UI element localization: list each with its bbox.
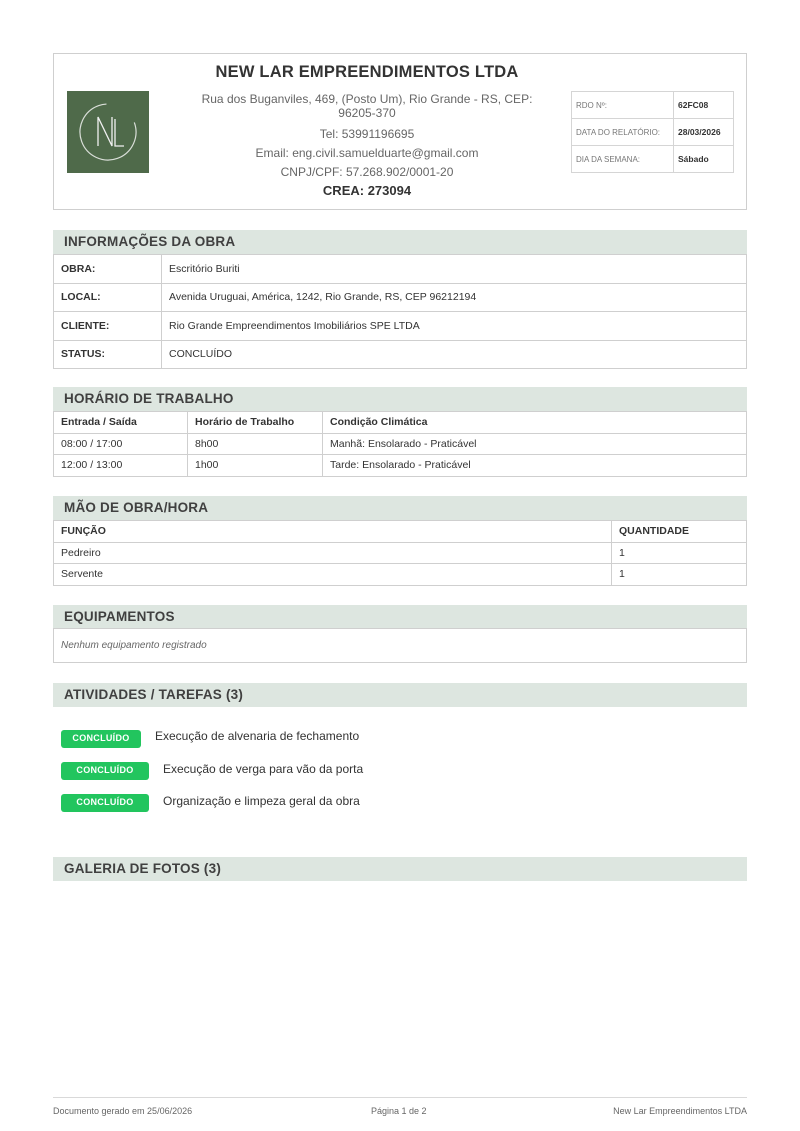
company-email: Email: eng.civil.samuelduarte@gmail.com (255, 146, 479, 160)
company-name: NEW LAR EMPREENDIMENTOS LTDA (215, 63, 519, 81)
cliente-label: CLIENTE: (54, 312, 162, 341)
cell-entrada: 12:00 / 13:00 (54, 455, 188, 477)
status-badge: CONCLUÍDO (61, 794, 149, 812)
section-title-equipamentos: EQUIPAMENTOS (53, 605, 747, 629)
mao-de-obra-table (53, 520, 747, 586)
table-row (54, 340, 747, 369)
activity-text: Execução de alvenaria de fechamento (155, 729, 360, 743)
footer-company: New Lar Empreendimentos LTDA (613, 1106, 747, 1116)
obra-label: OBRA: (54, 255, 162, 284)
local-value: Avenida Uruguai, América, 1242, Rio Grande, RS, CEP 96212194 (162, 283, 747, 312)
report-date-label: DATA DO RELATÓRIO: (572, 119, 674, 146)
cell-quantidade: 1 (612, 542, 747, 564)
table-row (54, 455, 747, 477)
footer-page-number: Página 1 de 2 (371, 1106, 427, 1116)
rdo-label: RDO Nº: (572, 92, 674, 119)
table-row (54, 255, 747, 284)
horario-table (53, 411, 747, 477)
company-phone: Tel: 53991196695 (319, 127, 415, 141)
cell-entrada: 08:00 / 17:00 (54, 433, 188, 455)
activity-text: Organização e limpeza geral da obra (163, 794, 360, 808)
company-logo (67, 91, 149, 173)
report-header (53, 53, 747, 210)
section-title-mao-de-obra: MÃO DE OBRA/HORA (53, 496, 747, 520)
activity-text: Execução de verga para vão da porta (163, 762, 364, 776)
equipamentos-empty-text: Nenhum equipamento registrado (53, 628, 747, 663)
weekday-label: DIA DA SEMANA: (572, 146, 674, 173)
footer-generated-date: Documento gerado em 25/06/2026 (53, 1106, 193, 1116)
cliente-value: Rio Grande Empreendimentos Imobiliários SPE LTDA (162, 312, 747, 341)
company-cnpj: CNPJ/CPF: 57.268.902/0001-20 (280, 165, 454, 179)
cell-horario: 1h00 (188, 455, 323, 477)
col-header-quantidade: QUANTIDADE (612, 521, 747, 543)
company-address: Rua dos Buganviles, 469, (Posto Um), Rio Grande - RS, CEP: 96205-370 (201, 92, 533, 120)
table-header-row (54, 521, 747, 543)
table-row (54, 542, 747, 564)
obra-value: Escritório Buriti (162, 255, 747, 284)
weekday-value: Sábado (674, 146, 734, 173)
meta-row (572, 92, 734, 119)
cell-funcao: Pedreiro (54, 542, 612, 564)
status-badge: CONCLUÍDO (61, 762, 149, 780)
cell-horario: 8h00 (188, 433, 323, 455)
section-title-horario: HORÁRIO DE TRABALHO (53, 387, 747, 411)
col-header-funcao: FUNÇÃO (54, 521, 612, 543)
table-row (54, 312, 747, 341)
table-row (54, 283, 747, 312)
cell-funcao: Servente (54, 564, 612, 586)
col-header-condicao: Condição Climática (323, 412, 747, 434)
section-title-atividades: ATIVIDADES / TAREFAS (3) (53, 683, 747, 707)
cell-condicao: Manhã: Ensolarado - Praticável (323, 433, 747, 455)
table-row (54, 564, 747, 586)
section-title-obra: INFORMAÇÕES DA OBRA (53, 230, 747, 254)
section-title-galeria: GALERIA DE FOTOS (3) (53, 857, 747, 881)
table-row (54, 433, 747, 455)
cell-quantidade: 1 (612, 564, 747, 586)
meta-row (572, 119, 734, 146)
status-value: CONCLUÍDO (162, 340, 747, 369)
rdo-value: 62FC08 (674, 92, 734, 119)
report-meta-table (571, 91, 734, 173)
cell-condicao: Tarde: Ensolarado - Praticável (323, 455, 747, 477)
local-label: LOCAL: (54, 283, 162, 312)
meta-row (572, 146, 734, 173)
report-date-value: 28/03/2026 (674, 119, 734, 146)
obra-info-table (53, 254, 747, 369)
col-header-entrada: Entrada / Saída (54, 412, 188, 434)
status-badge: CONCLUÍDO (61, 730, 141, 748)
logo-mark-icon (67, 91, 149, 173)
company-crea: CREA: 273094 (322, 183, 412, 198)
status-label: STATUS: (54, 340, 162, 369)
company-info (184, 54, 550, 198)
col-header-horario: Horário de Trabalho (188, 412, 323, 434)
footer-divider (53, 1097, 747, 1098)
table-header-row (54, 412, 747, 434)
